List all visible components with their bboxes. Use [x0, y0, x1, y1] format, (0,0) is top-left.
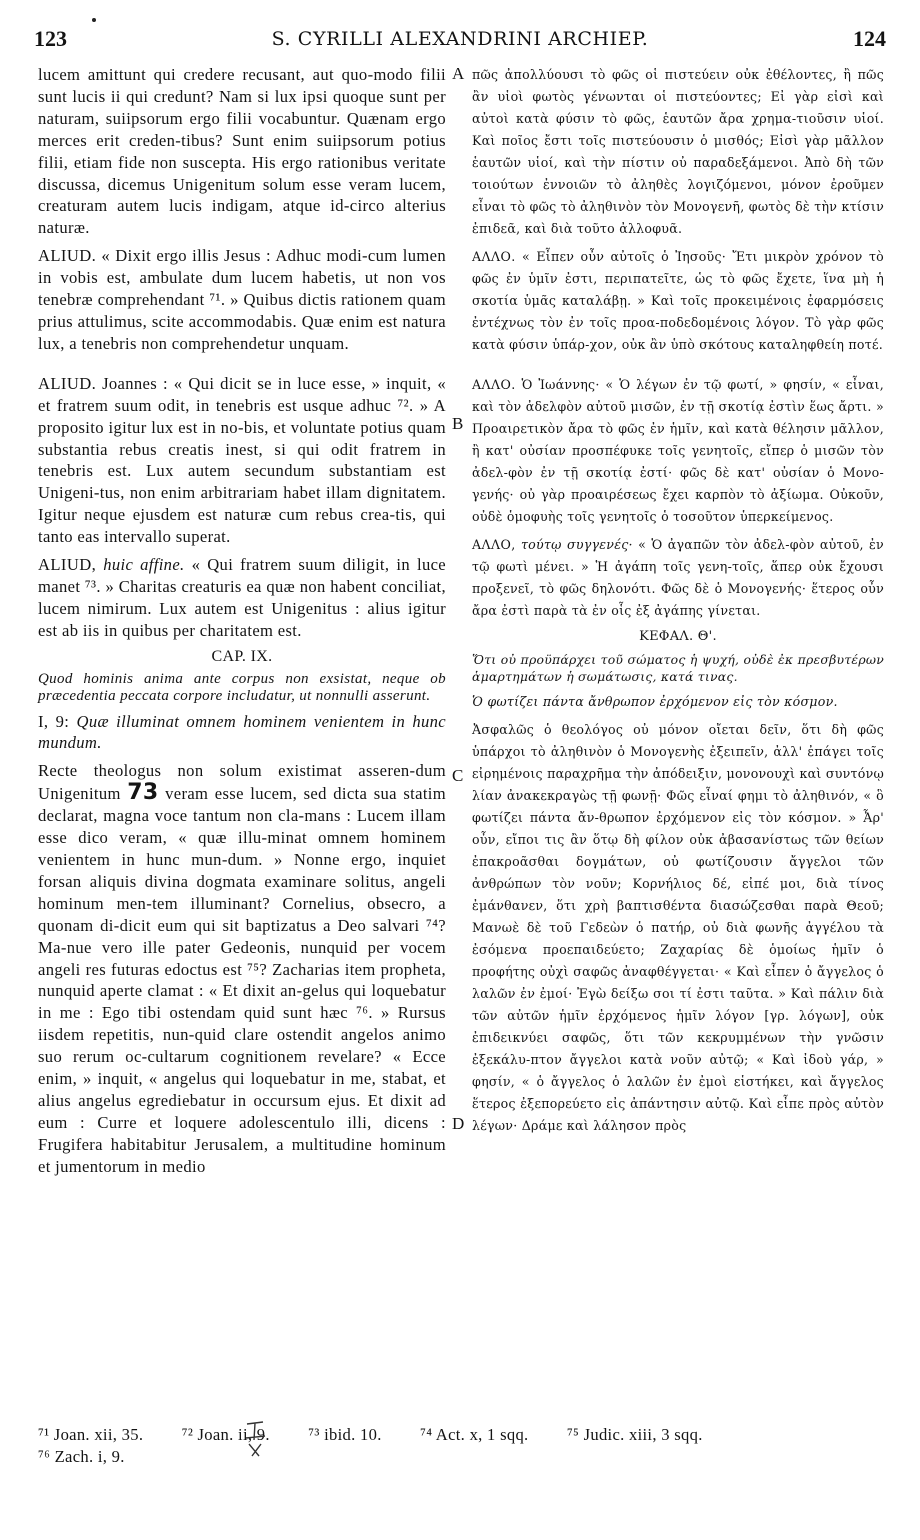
footnote-line-1	[38, 1424, 886, 1446]
footnote-line-2	[38, 1446, 886, 1468]
footnote: ⁷¹ Joan. xii, 35.	[38, 1425, 144, 1444]
running-title: S. CYRILLI ALEXANDRINI ARCHIEP.	[271, 28, 649, 50]
greek-allo-label: ΑΛΛΟ.	[472, 249, 516, 264]
margin-letter-a: A	[452, 64, 465, 83]
latin-paragraph-3-text: Joannes : « Qui dicit se in luce esse, » inquit, « et fratrem suum odit, in tenebris est usque adhuc ⁷². » A proposito igitur lux est in no-bis, et voluntate potius quam substantia rebus creatis inest, si qui odit fratrem in tenebris est. Lux autem secundum substantiam est Unigeni-tus, non enim arbitrariam habet illam dignitatem. Igitur neque ejusdem est naturæ cum rebus crea-tis, qui tanto eas intervallo superat.	[38, 373, 447, 547]
latin-chapter-summary: Quod hominis anima ante corpus non exsistat, neque ob præcedentia peccata corpore includatur, ut nonnulli asserunt.	[38, 670, 446, 704]
greek-paragraph-3	[472, 374, 884, 528]
page-header	[34, 26, 886, 54]
greek-allo-label: ΑΛΛΟ,	[472, 537, 516, 552]
latin-column	[38, 64, 446, 1178]
greek-paragraph-3-text: Ὁ Ἰωάννης· « Ὁ λέγων ἐν τῷ φωτί, » φησίν, « εἶναι, καὶ τὸν ἀδελφὸν αὐτοῦ μισῶν, ἐν τῇ σκοτίᾳ ἐστὶν ἕως ἄρτι. » Προαιρετικὸν ἄρα τὸ φῶς ἐν ἡμῖν, καὶ κατὰ θέλησιν μᾶλλον, ἢ κατ' οὐσίαν προσπέφυκε τοῖς γενητοῖς, εἴπερ ὁ μισῶν τὸν ἀδελ-φὸν ἐν τῇ σκοτίᾳ ἐστί· φῶς δὲ κατ' οὐσίαν ὁ Μονο-γενής· οὐ γὰρ προαιρέσεως ἔχει καρπὸν τὸ ἀξίωμα. Οὐκοῦν, οὐδὲ ὁμοφυὴς τοῖς γενητοῖς ὁ τοσοῦτον ὑπερκείμενος.	[472, 377, 884, 524]
greek-paragraph-2	[472, 246, 884, 356]
margin-letter-d: D	[452, 1114, 465, 1133]
latin-aliud-label: ALIUD.	[38, 246, 97, 266]
latin-aliud-label: ALIUD,	[38, 555, 97, 575]
column-number-marker: 73	[127, 780, 159, 806]
latin-paragraph-5-rest: veram esse lucem, sed dicta sua statim declarat, magna voce tantum non cla-mans : Lucem illam esse dico veram, « quæ illu-minat omnem hominem venientem in hunc mun-dum. » Nonne ergo, inquiet forsan aliquis divina dogmata examinare solitus, angeli hominum men-tem illuminant? Cornelius, obsecro, a quonam di-dicit eum qui sit baptizatus a Deo salvari ⁷⁴? Ma-nue vero ille pater Gedeonis, nunquid per vocem angeli res futuras edoctus est ⁷⁵? Zacharias item propheta, nunquid aperte clamat : « Et dixit an-gelus qui loquebatur in me : Ego tibi ostendam quid sunt hæc ⁷⁶. » Rursus iisdem repetitis, nun-quid clare ostendit angelos animo suo rerum oc-cultarum cognitionem revelare? « Ecce enim, » inquit, « angelus qui loquebatur in me, stabat, et alius angelus egrediebatur in occursum ejus. Et dixit ad eum : Curre et loquere adolescentulo illi, dicens : Frugifera habitabitur Jerusalem, a multitudine hominum et jumentorum in medio	[38, 784, 446, 1176]
footnote: ⁷³ ibid. 10.	[308, 1425, 382, 1444]
greek-column	[472, 64, 884, 1137]
ink-dot	[92, 18, 96, 22]
greek-verse: Ὁ φωτίζει πάντα ἄνθρωπον ἐρχόμενον εἰς τὸν κόσμον.	[472, 694, 838, 709]
footnote: ⁷⁵ Judic. xiii, 3 sqq.	[566, 1425, 703, 1444]
latin-paragraph-5-start: Recte theologus non solum existimat asseren-dum Unigenitum	[38, 761, 446, 804]
greek-chapter-summary: Ὅτι οὐ προϋπάρχει τοῦ σώματος ἡ ψυχή, οὐδὲ ἐκ πρεσβυτέρων ἁμαρτημάτων ἡ σωμάτωσις, κατά τινας.	[472, 652, 884, 684]
latin-paragraph-1: lucem amittunt qui credere recusant, aut quo-modo filii sunt lucis ii qui credunt? Nam si lux ipsi quoque sunt per naturam, suiipsorum ergo filii vocabuntur. Quænam ergo merces erit creden-tibus? Sunt enim suiipsorum potius filii, etiam fide non suscepta. His ergo rationibus veritate discussa, dicemus Unigenitum solum esse veram lucem, creaturam autem lucis indigam, atque id-circo alterius naturæ.	[38, 65, 446, 238]
latin-paragraph-4-text: « Qui fratrem suum diligit, in luce manet ⁷³. » Charitas creaturis ea quæ non habent conciliat, lucem nimirum. Lux autem est Unigenitus : alius igitur est ab iis in quibus per charitatem est.	[38, 555, 447, 640]
greek-allo-subtitle: τούτῳ συγγενές·	[520, 537, 633, 552]
greek-paragraph-1: πῶς ἀπολλύουσι τὸ φῶς οἱ πιστεύειν οὐκ ἐθέλοντες, ἢ πῶς ἂν υἱοὶ φωτὸς γένωνται οἱ πιστεύοντες; Εἰ γὰρ εἰσὶ καὶ αὐτοὶ κατὰ φύσιν τὸ φῶς, ἑαυτῶν ἄρα χρημα-τιοῦσιν υἱοί. Καὶ ποῖος ἔστι τοῖς πιστεύουσιν ὁ μισθός; Εἰσὶ γὰρ μᾶλλον ἑαυτῶν υἱοί, καὶ τὴν πίστιν οὐ παραδεξάμενοι. Ἀπὸ δὴ τῶν τοιούτων ἐννοιῶν τὸ ἀληθὲς λογιζόμενοι, μόνον ἐροῦμεν εἶναι τὸ φῶς τὸ ἀληθινὸν τὸν Μονογενῆ, φωτὸς δὲ τὴν κτίσιν ἐπιδεᾶ, καὶ διὰ τοῦτο ἀλλοφυᾶ.	[472, 67, 884, 236]
greek-chapter-heading: ΚΕΦΑΛ. Θ'.	[639, 629, 717, 644]
greek-allo-label: ΑΛΛΟ.	[472, 377, 516, 392]
latin-verse	[38, 711, 446, 755]
greek-paragraph-2-text: « Εἶπεν οὖν αὐτοῖς ὁ Ἰησοῦς· Ἔτι μικρὸν χρόνον τὸ φῶς ἐν ὑμῖν ἐστι, περιπατεῖτε, ὡς τὸ φῶς ἔχετε, ἵνα μὴ ἡ σκοτία ὑμᾶς καταλάβῃ. » Καὶ τοῖς προκειμένοις ἐφαρμόσεις ἐντέχνως τὸν ἐν τοῖς προα-ποδεδομένοις λόγον. Τὸ γὰρ φῶς κατὰ φύσιν ὑπάρ-χον, οὐκ ἂν ὑπὸ σκότους καταληφθείη ποτέ.	[472, 249, 885, 352]
greek-paragraph-5: Ἀσφαλῶς ὁ θεολόγος οὐ μόνον οἴεται δεῖν, ὅτι δὴ φῶς ὑπάρχοι τὸ ἀληθινὸν ὁ Μονογενὴς ἐξειπεῖν, ἀλλ' ἐπάγει τοῖς εἰρημένοις παραχρῆμα τὴν ἀπόδειξιν, μονονουχὶ καὶ συντόνῳ λίαν ἀνακεκραγὼς τῇ φωνῇ· Φῶς εἶναί φημι τὸ ἀληθινόν, « ὃ φωτίζει πάντα ἄν-θρωπον ἐρχόμενον εἰς τὸν κόσμον. » Ἆρ' οὖν, εἴποι τις ἂν ὅτῳ δὴ φίλον οὐκ ἀβασανίστως τῶν θείων ἐπακροᾶσθαι δογμάτων, οὐ φωτίζουσιν ἄγγελοι τῶν ἀνθρώπων τὸν νοῦν; Κορνήλιος δέ, εἰπέ μοι, διὰ τίνος ἐμάνθανεν, ὅτι χρὴ βαπτισθέντα διασώζεσθαι παρὰ Θεοῦ; Μανωὲ δὲ τοῦ Γεδεὼν ὁ πατήρ, οὐ διὰ φωνῆς ἀγγέλου τὰ ἐσόμενα προεπαιδεύετο; Ζαχαρίας δὲ ὁμοίως ἡμῖν ὁ προφήτης οὐχὶ σαφῶς ἀναφθέγγεται· « Καὶ εἶπεν ὁ ἄγγελος ὁ λαλῶν ἐν ἐμοί· Ἐγὼ δείξω σοι τί ἐστι ταῦτα. » Καὶ πάλιν διὰ τῶν αὐτῶν ἡμῖν ἐρχόμενος ἡμῖν λόγον [γρ. λόγων], οὐκ ἐπιδεικνύει σαφῶς, ὅτι τῶν κεκρυμμένων τὴν γνῶσιν ἐξεκάλυ-πτον ἄγγελοι κατὰ νοῦν αὐτῷ; « Καὶ ἰδοὺ γάρ, » φησίν, « ὁ ἄγγελος ὁ λαλῶν ἐν ἐμοὶ εἱστήκει, καὶ ἄγγελος ἕτερος ἐξεπορεύετο εἰς ἀπάντησιν αὐτῷ. Καὶ εἶπε πρὸς αὐτὸν λέγων· Δράμε καὶ λάλησον πρὸς	[472, 722, 884, 1133]
footnotes	[38, 1424, 886, 1468]
footnote: ⁷⁴ Act. x, 1 sqq.	[420, 1425, 529, 1444]
latin-aliud-subtitle: huic affine.	[103, 555, 185, 575]
footnote: ⁷⁶ Zach. i, 9.	[38, 1447, 125, 1466]
greek-paragraph-4	[472, 534, 884, 622]
latin-aliud-label: ALIUD.	[38, 373, 97, 393]
margin-letter-b: B	[452, 414, 464, 433]
page-number-right: 124	[853, 26, 886, 51]
latin-paragraph-5	[38, 760, 446, 1177]
latin-paragraph-2	[38, 245, 446, 355]
handwritten-mark	[243, 1418, 269, 1458]
footnote: ⁷² Joan. ii, 9.	[181, 1425, 270, 1444]
latin-paragraph-4	[38, 554, 446, 642]
latin-paragraph-2-text: « Dixit ergo illis Jesus : Adhuc modi-cum lumen in vobis est, ambulate dum lucem habetis, ut non vos tenebræ comprehendant ⁷¹. » Quibus dictis rationem quam prius attulimus, scite accommodabis. Quæ enim est natura lux, a tenebris non comprehendetur unquam.	[38, 246, 447, 353]
latin-paragraph-3	[38, 373, 446, 548]
latin-chapter-heading: CAP. IX.	[211, 647, 273, 665]
margin-letter-c: C	[452, 766, 464, 785]
greek-paragraph-4-text: « Ὁ ἀγαπῶν τὸν ἀδελ-φὸν αὐτοῦ, ἐν τῷ φωτὶ μένει. » Ἡ ἀγάπη τοῖς γενη-τοῖς, ἅπερ οὐκ ἔχουσι προξενεῖ, τὸ φῶς δηλονότι. Φῶς δὲ ὁ Μονογενής· ἕτερος οὖν ἄρα ἐστὶ παρὰ τὰ ἐν οἷς ἐξ ἀγάπης γίνεται.	[472, 537, 884, 618]
latin-verse-ref: I, 9:	[38, 711, 70, 731]
page-number-left: 123	[34, 26, 67, 51]
latin-verse-text: Quæ illuminat omnem hominem venientem in hunc mundum.	[38, 711, 447, 753]
